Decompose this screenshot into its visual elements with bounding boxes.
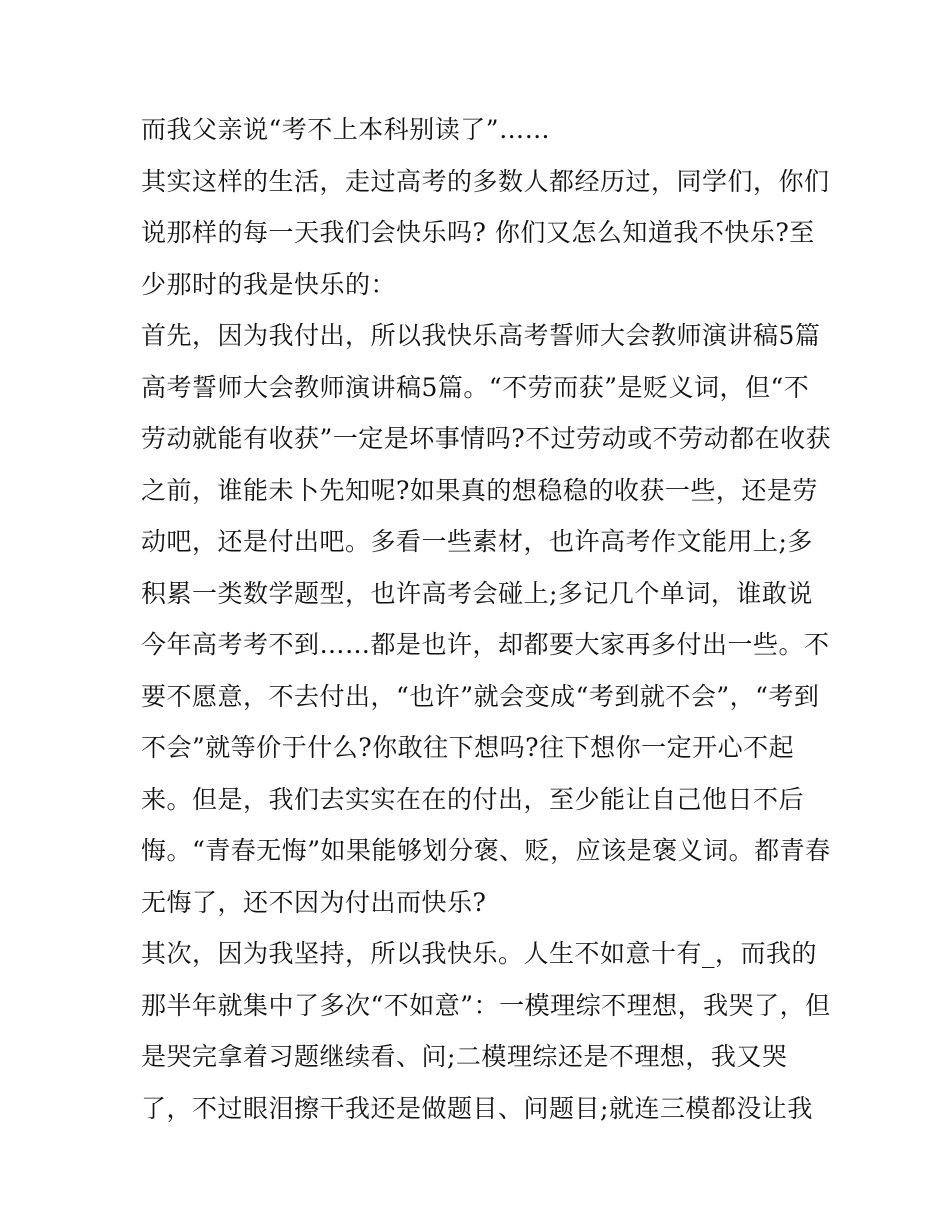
text-line: 其实这样的生活，走过高考的多数人都经历过，同学们，你们 (141, 166, 830, 196)
text-line: 之前，谁能未卜先知呢?如果真的想稳稳的收获一些，还是劳 (141, 475, 818, 505)
text-line: 今年高考考不到……都是也许，却都要大家再多付出一些。不 (141, 630, 830, 659)
text-line: 了，不过眼泪擦干我还是做题目、问题目;就连三模都没让我 (141, 1093, 813, 1123)
text-line: 悔。“青春无悔”如果能够划分褒、贬，应该是褒义词。都青春 (141, 836, 831, 865)
text-line: 动吧，还是付出吧。多看一些素材，也许高考作文能用上;多 (141, 527, 813, 556)
text-line: 少那时的我是快乐的： (141, 269, 397, 299)
text-line: 是哭完拿着习题继续看、问;二模理综还是不理想，我又哭 (141, 1042, 788, 1071)
body-text (141, 110, 832, 1140)
text-line: 无悔了，还不因为付出而快乐? (141, 887, 487, 917)
text-line: 来。但是，我们去实实在在的付出，至少能让自己他日不后 (141, 784, 805, 814)
text-line: 那半年就集中了多次“不如意”：一模理综不理想，我哭了，但 (141, 990, 831, 1020)
text-line: 要不愿意，不去付出，“也许”就会变成“考到就不会”，“考到 (141, 681, 820, 711)
text-line: 不会”就等价于什么?你敢往下想吗?往下想你一定开心不起 (141, 733, 795, 762)
text-line: 积累一类数学题型，也许高考会碰上;多记几个单词，谁敢说 (141, 578, 813, 608)
text-line: 而我父亲说“考不上本科别读了”…… (141, 115, 551, 144)
text-line: 其次，因为我坚持，所以我快乐。人生不如意十有_，而我的 (141, 939, 818, 968)
text-line: 高考誓师大会教师演讲稿5篇。“不劳而获”是贬义词，但“不 (141, 372, 810, 402)
text-line: 劳动就能有收获”一定是坏事情吗?不过劳动或不劳动都在收获 (141, 424, 832, 453)
text-line: 首先，因为我付出，所以我快乐高考誓师大会教师演讲稿5篇 (141, 321, 821, 350)
text-line: 说那样的每一天我们会快乐吗? 你们又怎么知道我不快乐?至 (141, 218, 815, 247)
